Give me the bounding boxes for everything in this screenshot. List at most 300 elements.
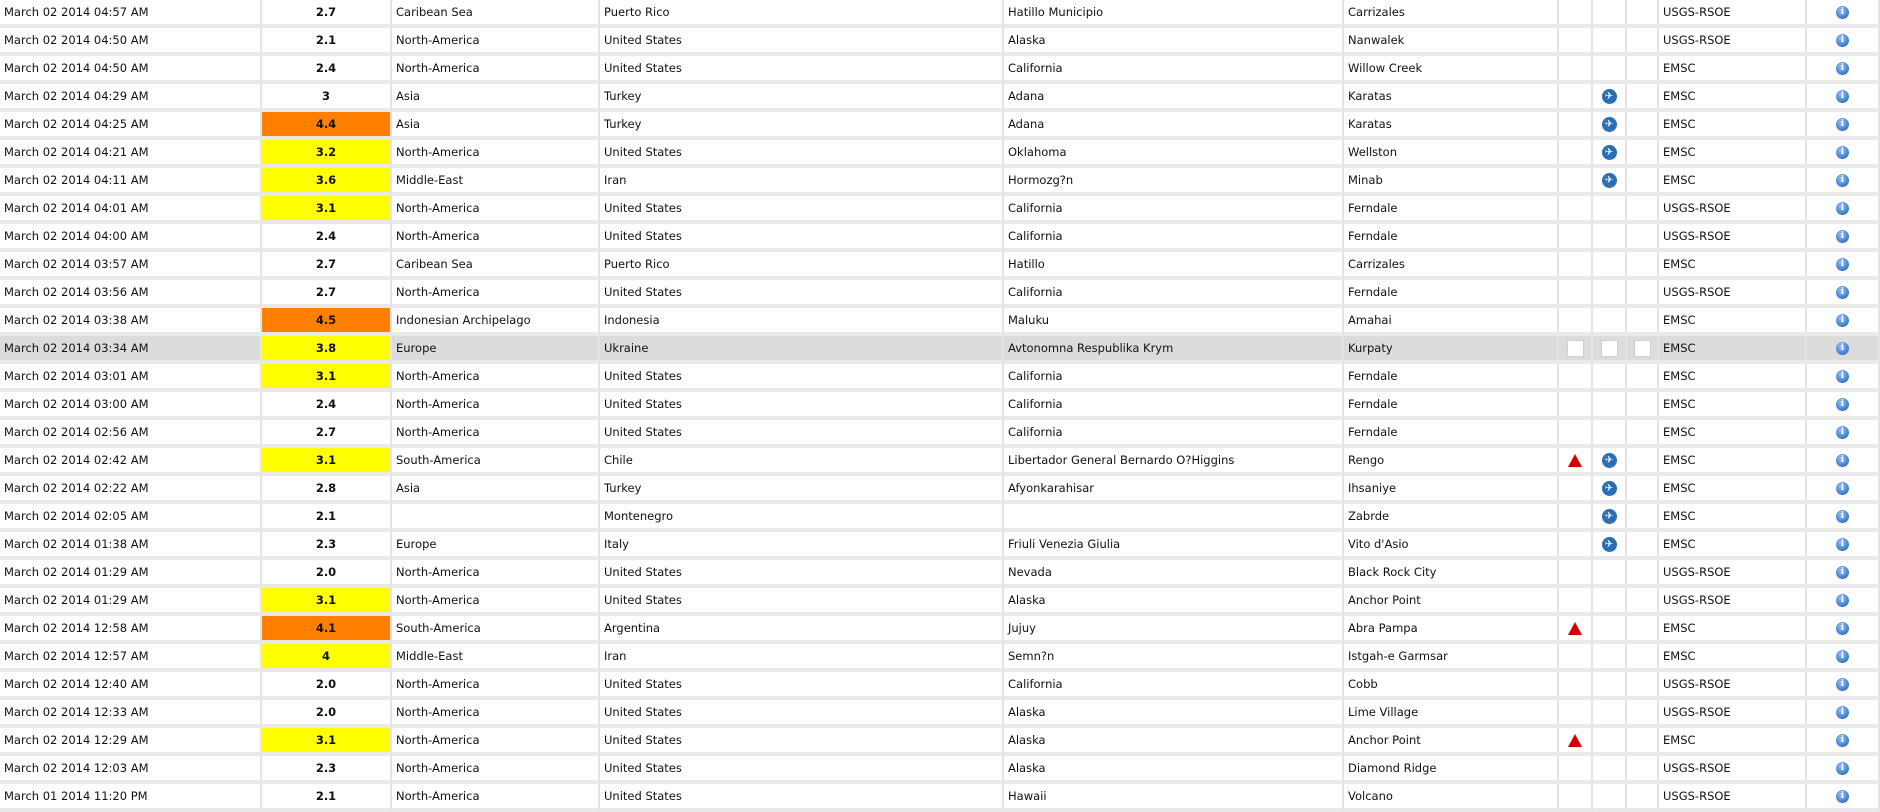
event-time: March 02 2014 03:57 AM xyxy=(0,252,262,280)
info-cell xyxy=(1807,0,1880,28)
airport-flag xyxy=(1593,56,1627,84)
event-time: March 02 2014 04:00 AM xyxy=(0,224,262,252)
airport-flag xyxy=(1593,476,1627,504)
extra-flag xyxy=(1627,644,1659,672)
source: EMSC xyxy=(1659,420,1807,448)
empty-box-icon xyxy=(1601,340,1618,357)
info-cell xyxy=(1807,364,1880,392)
extra-flag xyxy=(1627,28,1659,56)
airport-flag xyxy=(1593,756,1627,784)
table-row[interactable] xyxy=(0,588,1880,616)
country: Puerto Rico xyxy=(600,0,1004,28)
source: USGS-RSOE xyxy=(1659,756,1807,784)
airplane-icon[interactable]: ✈ xyxy=(1602,145,1617,160)
info-cell xyxy=(1807,112,1880,140)
airport-flag xyxy=(1593,392,1627,420)
region: South-America xyxy=(392,616,600,644)
extra-flag xyxy=(1627,280,1659,308)
extra-flag xyxy=(1627,728,1659,756)
table-row[interactable] xyxy=(0,56,1880,84)
region: North-America xyxy=(392,560,600,588)
region: Asia xyxy=(392,476,600,504)
country: Indonesia xyxy=(600,308,1004,336)
info-icon[interactable]: i xyxy=(1836,286,1849,299)
info-cell xyxy=(1807,224,1880,252)
info-icon[interactable]: i xyxy=(1836,34,1849,47)
magnitude: 2.4 xyxy=(262,56,392,84)
airport-flag xyxy=(1593,364,1627,392)
tsunami-flag xyxy=(1559,476,1593,504)
event-time: March 02 2014 03:01 AM xyxy=(0,364,262,392)
country: United States xyxy=(600,28,1004,56)
table-row[interactable] xyxy=(0,728,1880,756)
area: Maluku xyxy=(1004,308,1344,336)
city: Karatas xyxy=(1344,112,1559,140)
airplane-icon[interactable]: ✈ xyxy=(1602,89,1617,104)
source: EMSC xyxy=(1659,644,1807,672)
city: Rengo xyxy=(1344,448,1559,476)
area: Hormozg?n xyxy=(1004,168,1344,196)
table-row[interactable] xyxy=(0,224,1880,252)
event-time: March 02 2014 04:11 AM xyxy=(0,168,262,196)
source: EMSC xyxy=(1659,448,1807,476)
region: North-America xyxy=(392,364,600,392)
magnitude: 2.7 xyxy=(262,252,392,280)
magnitude: 2.4 xyxy=(262,224,392,252)
region: North-America xyxy=(392,140,600,168)
city: Ferndale xyxy=(1344,224,1559,252)
info-icon[interactable]: i xyxy=(1836,454,1849,467)
magnitude: 3.1 xyxy=(262,728,392,756)
city: Lime Village xyxy=(1344,700,1559,728)
city: Ferndale xyxy=(1344,196,1559,224)
country: United States xyxy=(600,756,1004,784)
table-row[interactable] xyxy=(0,504,1880,532)
source: USGS-RSOE xyxy=(1659,28,1807,56)
table-row[interactable] xyxy=(0,84,1880,112)
region: North-America xyxy=(392,756,600,784)
event-time: March 02 2014 04:01 AM xyxy=(0,196,262,224)
country: United States xyxy=(600,784,1004,812)
extra-flag xyxy=(1627,140,1659,168)
info-icon[interactable]: i xyxy=(1836,398,1849,411)
table-row[interactable] xyxy=(0,532,1880,560)
event-time: March 02 2014 04:50 AM xyxy=(0,28,262,56)
region: Middle-East xyxy=(392,644,600,672)
area: Libertador General Bernardo O?Higgins xyxy=(1004,448,1344,476)
airport-flag xyxy=(1593,728,1627,756)
info-icon[interactable]: i xyxy=(1836,62,1849,75)
region: North-America xyxy=(392,224,600,252)
event-time: March 02 2014 04:25 AM xyxy=(0,112,262,140)
info-cell xyxy=(1807,196,1880,224)
city: Anchor Point xyxy=(1344,728,1559,756)
magnitude: 3 xyxy=(262,84,392,112)
city: Karatas xyxy=(1344,84,1559,112)
event-time: March 02 2014 12:33 AM xyxy=(0,700,262,728)
tsunami-flag xyxy=(1559,112,1593,140)
info-icon[interactable]: i xyxy=(1836,622,1849,635)
extra-flag xyxy=(1627,532,1659,560)
info-cell xyxy=(1807,504,1880,532)
tsunami-flag xyxy=(1559,588,1593,616)
magnitude: 2.0 xyxy=(262,672,392,700)
extra-flag xyxy=(1627,448,1659,476)
event-time: March 02 2014 12:58 AM xyxy=(0,616,262,644)
country: Ukraine xyxy=(600,336,1004,364)
info-cell xyxy=(1807,476,1880,504)
airport-flag xyxy=(1593,308,1627,336)
tsunami-flag xyxy=(1559,224,1593,252)
city: Kurpaty xyxy=(1344,336,1559,364)
info-icon[interactable]: i xyxy=(1836,566,1849,579)
tsunami-flag xyxy=(1559,252,1593,280)
source: EMSC xyxy=(1659,140,1807,168)
area: Hawaii xyxy=(1004,784,1344,812)
event-time: March 02 2014 12:03 AM xyxy=(0,756,262,784)
table-row[interactable] xyxy=(0,168,1880,196)
table-row[interactable] xyxy=(0,644,1880,672)
magnitude: 2.7 xyxy=(262,420,392,448)
extra-flag xyxy=(1627,616,1659,644)
magnitude: 3.8 xyxy=(262,336,392,364)
table-row[interactable] xyxy=(0,28,1880,56)
country: United States xyxy=(600,196,1004,224)
region: North-America xyxy=(392,700,600,728)
table-row[interactable] xyxy=(0,140,1880,168)
area: California xyxy=(1004,420,1344,448)
city: Ferndale xyxy=(1344,364,1559,392)
event-time: March 02 2014 04:57 AM xyxy=(0,0,262,28)
info-icon[interactable]: i xyxy=(1836,734,1849,747)
table-row[interactable] xyxy=(0,560,1880,588)
empty-box-icon xyxy=(1567,340,1584,357)
extra-flag xyxy=(1627,56,1659,84)
country: Chile xyxy=(600,448,1004,476)
region: Europe xyxy=(392,532,600,560)
table-row[interactable] xyxy=(0,252,1880,280)
source: EMSC xyxy=(1659,308,1807,336)
source: USGS-RSOE xyxy=(1659,280,1807,308)
info-icon[interactable]: i xyxy=(1836,174,1849,187)
event-time: March 02 2014 12:57 AM xyxy=(0,644,262,672)
info-icon[interactable]: i xyxy=(1836,762,1849,775)
city: Ihsaniye xyxy=(1344,476,1559,504)
city: Willow Creek xyxy=(1344,56,1559,84)
magnitude: 4.1 xyxy=(262,616,392,644)
table-row[interactable] xyxy=(0,756,1880,784)
city: Volcano xyxy=(1344,784,1559,812)
magnitude: 4 xyxy=(262,644,392,672)
info-icon[interactable]: i xyxy=(1836,118,1849,131)
info-cell xyxy=(1807,532,1880,560)
city: Carrizales xyxy=(1344,0,1559,28)
region: North-America xyxy=(392,588,600,616)
tsunami-flag xyxy=(1559,532,1593,560)
info-icon[interactable]: i xyxy=(1836,482,1849,495)
source: USGS-RSOE xyxy=(1659,672,1807,700)
airport-flag xyxy=(1593,504,1627,532)
city: Vito d'Asio xyxy=(1344,532,1559,560)
magnitude: 2.3 xyxy=(262,756,392,784)
info-cell xyxy=(1807,420,1880,448)
airplane-icon[interactable]: ✈ xyxy=(1602,481,1617,496)
extra-flag xyxy=(1627,196,1659,224)
extra-flag xyxy=(1627,308,1659,336)
country: Iran xyxy=(600,644,1004,672)
info-cell xyxy=(1807,728,1880,756)
tsunami-flag xyxy=(1559,196,1593,224)
event-time: March 02 2014 02:05 AM xyxy=(0,504,262,532)
airplane-icon[interactable]: ✈ xyxy=(1602,509,1617,524)
table-row[interactable] xyxy=(0,280,1880,308)
country: Turkey xyxy=(600,476,1004,504)
airport-flag xyxy=(1593,448,1627,476)
extra-flag xyxy=(1627,476,1659,504)
table-row[interactable] xyxy=(0,616,1880,644)
area: Avtonomna Respublika Krym xyxy=(1004,336,1344,364)
tsunami-flag xyxy=(1559,448,1593,476)
table-row[interactable] xyxy=(0,308,1880,336)
magnitude: 2.8 xyxy=(262,476,392,504)
table-row[interactable] xyxy=(0,672,1880,700)
airport-flag xyxy=(1593,672,1627,700)
tsunami-flag xyxy=(1559,420,1593,448)
info-cell xyxy=(1807,168,1880,196)
source: EMSC xyxy=(1659,336,1807,364)
airplane-icon[interactable]: ✈ xyxy=(1602,117,1617,132)
event-time: March 02 2014 01:29 AM xyxy=(0,588,262,616)
info-icon[interactable]: i xyxy=(1836,230,1849,243)
magnitude: 3.1 xyxy=(262,588,392,616)
extra-flag xyxy=(1627,0,1659,28)
source: USGS-RSOE xyxy=(1659,588,1807,616)
region: North-America xyxy=(392,196,600,224)
event-time: March 02 2014 01:29 AM xyxy=(0,560,262,588)
airport-flag xyxy=(1593,588,1627,616)
info-icon[interactable]: i xyxy=(1836,202,1849,215)
tsunami-flag xyxy=(1559,140,1593,168)
extra-flag xyxy=(1627,112,1659,140)
airport-flag xyxy=(1593,224,1627,252)
magnitude: 4.4 xyxy=(262,112,392,140)
event-time: March 02 2014 04:29 AM xyxy=(0,84,262,112)
area: Alaska xyxy=(1004,728,1344,756)
airport-flag xyxy=(1593,0,1627,28)
extra-flag xyxy=(1627,504,1659,532)
extra-flag xyxy=(1627,784,1659,812)
info-cell xyxy=(1807,784,1880,812)
area xyxy=(1004,504,1344,532)
source: EMSC xyxy=(1659,532,1807,560)
area: California xyxy=(1004,392,1344,420)
source: EMSC xyxy=(1659,112,1807,140)
region: North-America xyxy=(392,784,600,812)
extra-flag xyxy=(1627,420,1659,448)
info-cell xyxy=(1807,280,1880,308)
airport-flag xyxy=(1593,84,1627,112)
region: North-America xyxy=(392,28,600,56)
magnitude: 2.1 xyxy=(262,504,392,532)
info-icon[interactable]: i xyxy=(1836,146,1849,159)
empty-box-icon xyxy=(1634,340,1651,357)
table-row[interactable] xyxy=(0,112,1880,140)
region: Caribean Sea xyxy=(392,252,600,280)
info-cell xyxy=(1807,448,1880,476)
city: Wellston xyxy=(1344,140,1559,168)
country: United States xyxy=(600,588,1004,616)
table-row[interactable] xyxy=(0,0,1880,28)
table-row[interactable] xyxy=(0,196,1880,224)
area: Friuli Venezia Giulia xyxy=(1004,532,1344,560)
region xyxy=(392,504,600,532)
area: California xyxy=(1004,364,1344,392)
warning-triangle-icon[interactable] xyxy=(1568,734,1582,747)
info-cell xyxy=(1807,336,1880,364)
tsunami-flag xyxy=(1559,756,1593,784)
info-icon[interactable]: i xyxy=(1836,650,1849,663)
tsunami-flag xyxy=(1559,84,1593,112)
event-time: March 02 2014 02:42 AM xyxy=(0,448,262,476)
info-icon[interactable]: i xyxy=(1836,258,1849,271)
event-time: March 01 2014 11:20 PM xyxy=(0,784,262,812)
region: North-America xyxy=(392,392,600,420)
event-time: March 02 2014 12:29 AM xyxy=(0,728,262,756)
extra-flag xyxy=(1627,588,1659,616)
tsunami-flag xyxy=(1559,0,1593,28)
info-icon[interactable]: i xyxy=(1836,538,1849,551)
info-cell xyxy=(1807,28,1880,56)
source: EMSC xyxy=(1659,392,1807,420)
area: California xyxy=(1004,56,1344,84)
airplane-icon[interactable]: ✈ xyxy=(1602,537,1617,552)
info-icon[interactable]: i xyxy=(1836,790,1849,803)
table-row[interactable] xyxy=(0,476,1880,504)
source: USGS-RSOE xyxy=(1659,196,1807,224)
source: USGS-RSOE xyxy=(1659,700,1807,728)
country: United States xyxy=(600,420,1004,448)
airport-flag xyxy=(1593,252,1627,280)
airport-flag xyxy=(1593,168,1627,196)
city: Nanwalek xyxy=(1344,28,1559,56)
table-row[interactable] xyxy=(0,336,1880,364)
city: Ferndale xyxy=(1344,392,1559,420)
country: United States xyxy=(600,728,1004,756)
info-icon[interactable]: i xyxy=(1836,370,1849,383)
event-time: March 02 2014 01:38 AM xyxy=(0,532,262,560)
info-cell xyxy=(1807,308,1880,336)
info-cell xyxy=(1807,644,1880,672)
table-row[interactable] xyxy=(0,364,1880,392)
info-cell xyxy=(1807,392,1880,420)
airport-flag xyxy=(1593,112,1627,140)
info-cell xyxy=(1807,588,1880,616)
table-row[interactable] xyxy=(0,392,1880,420)
info-cell xyxy=(1807,56,1880,84)
extra-flag xyxy=(1627,252,1659,280)
info-cell xyxy=(1807,140,1880,168)
region: Indonesian Archipelago xyxy=(392,308,600,336)
warning-triangle-icon[interactable] xyxy=(1568,622,1582,635)
country: United States xyxy=(600,140,1004,168)
city: Zabrde xyxy=(1344,504,1559,532)
source: EMSC xyxy=(1659,728,1807,756)
area: Adana xyxy=(1004,112,1344,140)
info-icon[interactable]: i xyxy=(1836,342,1849,355)
magnitude: 4.5 xyxy=(262,308,392,336)
info-icon[interactable]: i xyxy=(1836,594,1849,607)
magnitude: 3.1 xyxy=(262,364,392,392)
magnitude: 2.0 xyxy=(262,700,392,728)
airport-flag xyxy=(1593,336,1627,364)
info-cell xyxy=(1807,672,1880,700)
event-time: March 02 2014 12:40 AM xyxy=(0,672,262,700)
info-icon[interactable]: i xyxy=(1836,426,1849,439)
region: Middle-East xyxy=(392,168,600,196)
table-row[interactable] xyxy=(0,700,1880,728)
city: Amahai xyxy=(1344,308,1559,336)
airport-flag xyxy=(1593,420,1627,448)
airport-flag xyxy=(1593,196,1627,224)
area: Alaska xyxy=(1004,28,1344,56)
table-row[interactable] xyxy=(0,420,1880,448)
info-icon[interactable]: i xyxy=(1836,90,1849,103)
area: Alaska xyxy=(1004,756,1344,784)
airplane-icon[interactable]: ✈ xyxy=(1602,173,1617,188)
magnitude: 3.6 xyxy=(262,168,392,196)
info-cell xyxy=(1807,700,1880,728)
country: United States xyxy=(600,56,1004,84)
region: Asia xyxy=(392,84,600,112)
extra-flag xyxy=(1627,84,1659,112)
warning-triangle-icon[interactable] xyxy=(1568,454,1582,467)
country: Montenegro xyxy=(600,504,1004,532)
source: USGS-RSOE xyxy=(1659,224,1807,252)
event-time: March 02 2014 03:56 AM xyxy=(0,280,262,308)
info-icon[interactable]: i xyxy=(1836,678,1849,691)
magnitude: 2.3 xyxy=(262,532,392,560)
airport-flag xyxy=(1593,28,1627,56)
area: Hatillo xyxy=(1004,252,1344,280)
tsunami-flag xyxy=(1559,560,1593,588)
table-row[interactable] xyxy=(0,784,1880,812)
magnitude: 3.1 xyxy=(262,448,392,476)
magnitude: 2.1 xyxy=(262,28,392,56)
tsunami-flag xyxy=(1559,672,1593,700)
source: USGS-RSOE xyxy=(1659,784,1807,812)
airport-flag xyxy=(1593,700,1627,728)
airplane-icon[interactable]: ✈ xyxy=(1602,453,1617,468)
info-icon[interactable]: i xyxy=(1836,314,1849,327)
event-time: March 02 2014 02:22 AM xyxy=(0,476,262,504)
tsunami-flag xyxy=(1559,616,1593,644)
tsunami-flag xyxy=(1559,28,1593,56)
region: North-America xyxy=(392,672,600,700)
source: EMSC xyxy=(1659,56,1807,84)
info-icon[interactable]: i xyxy=(1836,6,1849,19)
table-row[interactable] xyxy=(0,448,1880,476)
info-icon[interactable]: i xyxy=(1836,706,1849,719)
area: Jujuy xyxy=(1004,616,1344,644)
source: USGS-RSOE xyxy=(1659,560,1807,588)
region: North-America xyxy=(392,420,600,448)
tsunami-flag xyxy=(1559,56,1593,84)
info-cell xyxy=(1807,84,1880,112)
city: Abra Pampa xyxy=(1344,616,1559,644)
info-icon[interactable]: i xyxy=(1836,510,1849,523)
extra-flag xyxy=(1627,700,1659,728)
country: United States xyxy=(600,560,1004,588)
